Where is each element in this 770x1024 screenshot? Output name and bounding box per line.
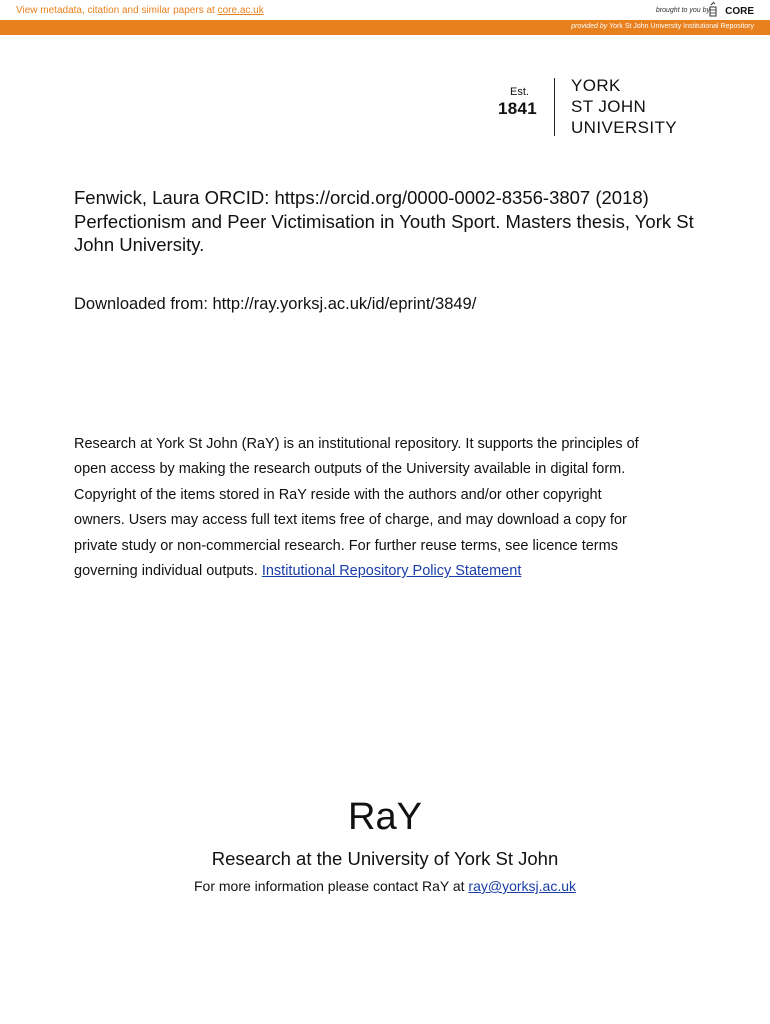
citation-text: Fenwick, Laura ORCID: https://orcid.org/0000-0002-8356-3807 (2018) Perfectionism and Peer Victimisation in Youth Sport. Masters thesis, York St John University. bbox=[74, 187, 694, 255]
university-name-line-3: UNIVERSITY bbox=[571, 118, 678, 137]
university-name-line-1: YORK bbox=[571, 76, 621, 95]
core-link[interactable]: core.ac.uk bbox=[217, 5, 264, 16]
statement-last-line bbox=[74, 559, 694, 584]
statement-last-line-text: governing individual outputs. bbox=[74, 563, 262, 580]
statement-line: Research at York St John (RaY) is an institutional repository. It supports the principles of bbox=[74, 436, 639, 452]
contact-text: For more information please contact RaY at bbox=[193, 878, 469, 894]
statement-line: Copyright of the items stored in RaY reside with the authors and/or other copyright bbox=[74, 486, 602, 503]
repository-statement bbox=[74, 432, 694, 584]
statement-line: owners. Users may access full text items free of charge, and may download a copy for bbox=[74, 512, 627, 529]
university-logo bbox=[496, 74, 696, 140]
policy-statement-link[interactable]: Institutional Repository Policy Statement bbox=[261, 563, 522, 580]
metadata-notice bbox=[16, 5, 264, 16]
statement-line: open access by making the research outputs of the University available in digital form. bbox=[74, 461, 626, 478]
core-brand-name[interactable]: CORE bbox=[725, 6, 754, 17]
downloaded-from-text: Downloaded from: http://ray.yorksj.ac.uk/id/eprint/3849/ bbox=[74, 295, 477, 313]
core-logo-icon bbox=[708, 1, 718, 18]
provided-source: York St John University Institutional Repository bbox=[609, 23, 754, 30]
est-year: 1841 bbox=[498, 99, 538, 118]
est-label: Est. bbox=[510, 86, 529, 98]
ray-subtitle: Research at the University of York St John bbox=[211, 848, 559, 869]
brought-to-you-text: brought to you by bbox=[655, 7, 710, 14]
statement-line: private study or non-commercial research. For further reuse terms, see licence terms bbox=[74, 537, 618, 554]
contact-line bbox=[0, 878, 770, 894]
core-provided-bar bbox=[0, 20, 770, 35]
university-name-line-2: ST JOHN bbox=[571, 97, 647, 116]
contact-email-link[interactable]: ray@yorksj.ac.uk bbox=[468, 878, 576, 894]
logo-divider bbox=[554, 78, 555, 136]
provided-by-text bbox=[571, 23, 754, 30]
provided-prefix: provided by bbox=[571, 23, 608, 30]
ray-title: RaY bbox=[348, 796, 422, 838]
core-banner bbox=[0, 0, 770, 20]
metadata-text: View metadata, citation and similar papers at bbox=[16, 5, 218, 16]
